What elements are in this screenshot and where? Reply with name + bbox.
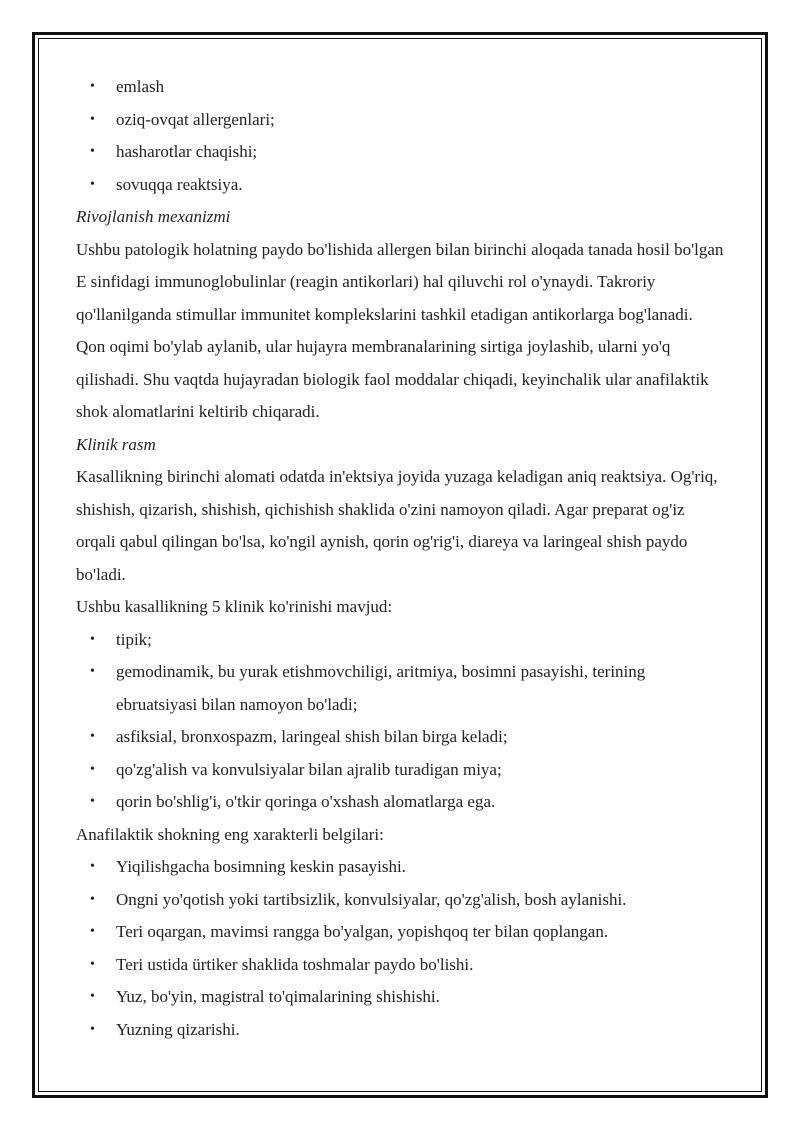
- paragraph-mechanism: Ushbu patologik holatning paydo bo'lishida allergen bilan birinchi aloqada tanada hosil bo'lgan E sinfidagi immunoglobulinlar (reagin antikorlari) hal qiluvchi rol o'ynaydi. Takroriy qo'llanilganda stimullar immunitet komplekslarini tashkil etadigan antikorlarga bog'lanadi. Qon oqimi bo'ylab aylanib, ular hujayra membranalarining sirtiga joylashib, ularni yo'q qilishadi. Shu vaqtda hujayradan biologik faol moddalar chiqadi, keyinchalik ular anafilaktik shok alomatlarini keltirib chiqaradi.: [76, 239, 724, 421]
- list-item: • qorin bo'shlig'i, o'tkir qoringa o'xshash alomatlarga ega.: [76, 786, 726, 819]
- list-item: • qo'zg'alish va konvulsiyalar bilan ajralib turadigan miya;: [76, 754, 726, 787]
- section-heading-mechanism: Rivojlanish mexanizmi: [76, 207, 231, 226]
- list-item: • hasharotlar chaqishi;: [76, 136, 726, 169]
- list-item: • asfiksial, bronxospazm, laringeal shish bilan birga keladi;: [76, 721, 726, 754]
- list-item: • emlash: [76, 71, 726, 104]
- list-item: • tipik;: [76, 624, 726, 657]
- list-item: • oziq-ovqat allergenlari;: [76, 104, 726, 137]
- list-item: • Teri ustida ürtiker shaklida toshmalar paydo bo'lishi.: [76, 949, 726, 982]
- list-item: • Yuz, bo'yin, magistral to'qimalarining shishishi.: [76, 981, 726, 1014]
- section-heading-clinical: Klinik rasm: [76, 434, 156, 454]
- list-item: • gemodinamik, bu yurak etishmovchiligi, aritmiya, bosimni pasayishi, terining ebruatsiyasi bilan namoyon bo'ladi;: [76, 656, 726, 721]
- clinical-forms-list: [76, 624, 726, 819]
- paragraph-signs-intro: Anafilaktik shokning eng xarakterli belgilari:: [76, 824, 384, 844]
- paragraph-clinical: Kasallikning birinchi alomati odatda in'ektsiya joyida yuzaga keladigan aniq reaktsiya. Og'riq, shishish, qizarish, shishish, qichishish shaklida o'zini namoyon qiladi. Agar preparat og'iz orqali qabul qilingan bo'lsa, ko'ngil aynish, qorin og'rig'i, diareya va laringeal shish paydo bo'ladi.: [76, 467, 718, 584]
- list-item: • sovuqqa reaktsiya.: [76, 169, 726, 202]
- paragraph-forms-intro: Ushbu kasallikning 5 klinik ko'rinishi mavjud:: [76, 597, 393, 616]
- document-body: [76, 71, 726, 1046]
- list-item: • Yiqilishgacha bosimning keskin pasayishi.: [76, 851, 726, 884]
- list-item: • Teri oqargan, mavimsi rangga bo'yalgan, yopishqoq ter bilan qoplangan.: [76, 916, 726, 949]
- list-item: • Ongni yo'qotish yoki tartibsizlik, konvulsiyalar, qo'zg'alish, bosh aylanishi.: [76, 884, 726, 917]
- list-item: • Yuzning qizarishi.: [76, 1014, 726, 1047]
- signs-list: [76, 851, 726, 1046]
- cause-list: [76, 71, 726, 201]
